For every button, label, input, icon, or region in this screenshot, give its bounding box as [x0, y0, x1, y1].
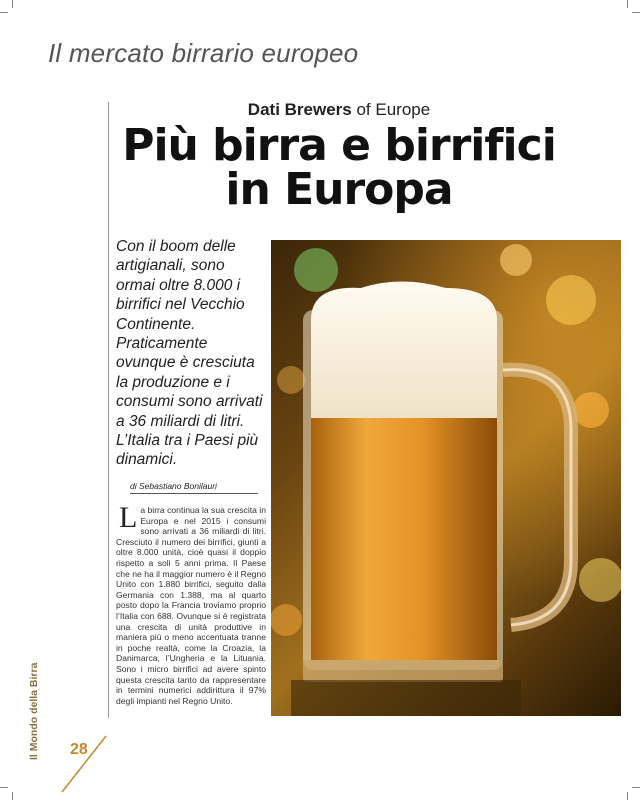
- crop-mark: [0, 12, 8, 13]
- crop-mark: [632, 12, 640, 13]
- crop-mark: [0, 787, 8, 788]
- headline-line-1: Più birra e birrifici: [122, 120, 556, 171]
- headline-line-2: in Europa: [225, 164, 453, 215]
- body-text: [116, 501, 267, 706]
- byline: di Sebastiano Bonilauri: [130, 481, 258, 494]
- kicker: [110, 100, 568, 120]
- headline: [110, 120, 568, 215]
- crop-mark: [627, 792, 628, 800]
- drop-cap: L: [119, 501, 138, 534]
- kicker-rest: of Europe: [351, 100, 431, 119]
- vertical-rule: [108, 102, 109, 718]
- crop-mark: [627, 0, 628, 8]
- standfirst: Con il boom delle artigianali, sono ormai oltre 8.000 i birrifici nel Vecchio Continente. Praticamente ovunque è cresciuta la produzione e i consumi sono arrivati a 36 miliardi di litri. L’Italia tra i Paesi più dinamici.: [116, 238, 263, 469]
- page-number: 28: [70, 741, 88, 758]
- section-title: Il mercato birrario europeo: [48, 38, 359, 68]
- crop-mark: [12, 0, 13, 8]
- kicker-bold: Dati Brewers: [247, 100, 352, 119]
- body-paragraph: a birra continua la sua crescita in Europa e nel 2015 i consumi sono arrivati a 36 miliardi di litri. Cresciuto il numero dei birrifici, giunti a oltre 8.000 unità, cioè quasi il doppio rispetto a soli 5 anni prima. Il Paese che ne ha il maggior numero è il Regno Unito con 1.880 birrifici, seguito dalla Germania con 1.388, ma al quarto posto dopo la Francia troviamo proprio l’Italia con 688. Ovunque si è registrata una crescita di unità produttive in maniera più o meno accentuata tranne in poche realtà, come la Croazia, la Danimarca, l’Ungheria e la Lituania. Sono i micro birrifici ad avere spinto questa crescita tanto da rappresentare in termini numerici addirittura il 97% degli impianti nel Regno Unito.: [116, 505, 267, 706]
- magazine-name: Il Mondo della Birra: [28, 662, 40, 760]
- crop-mark: [12, 792, 13, 800]
- crop-mark: [632, 787, 640, 788]
- beer-mug-illustration: [271, 240, 621, 716]
- beer-mug-photo: [271, 240, 621, 716]
